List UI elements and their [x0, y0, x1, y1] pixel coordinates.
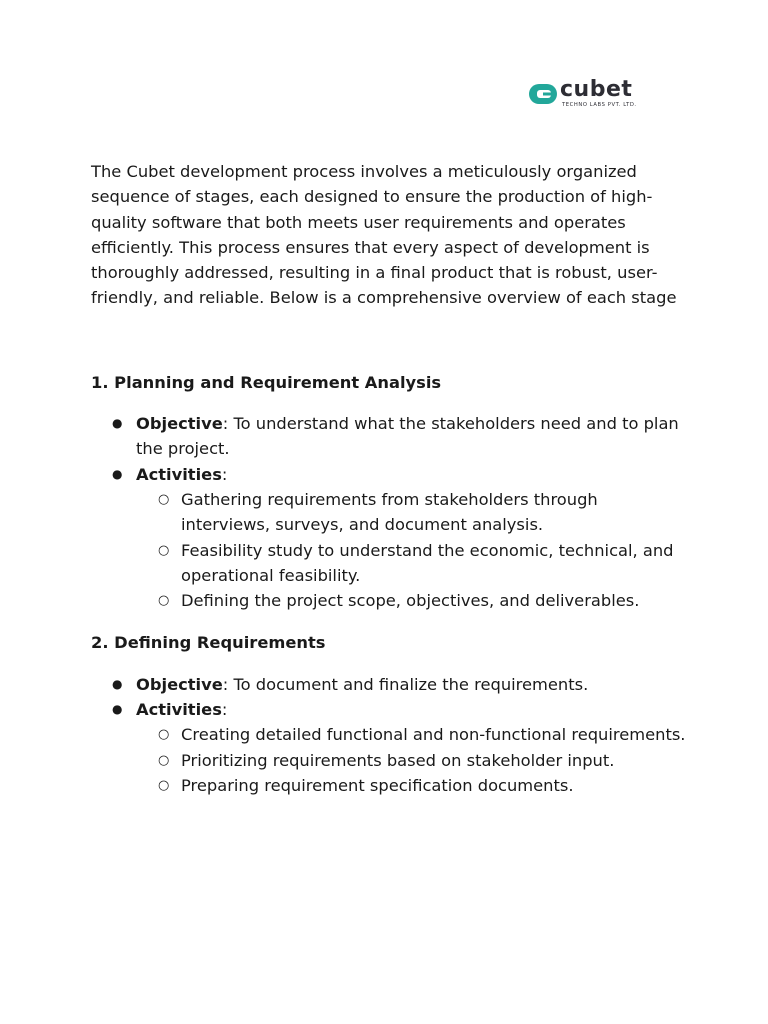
list-item	[136, 487, 691, 538]
activity-text: Feasibility study to understand the economic, technical, and operational feasibility.	[181, 540, 674, 585]
objective-label: Objective	[136, 674, 223, 694]
logo-tagline: TECHNO LABS PVT. LTD.	[562, 102, 637, 108]
bullet-icon: ●	[112, 676, 123, 691]
activities-sublist	[136, 722, 691, 798]
activity-text: Prioritizing requirements based on stakeholder input.	[181, 750, 615, 770]
list-item-objective	[91, 411, 691, 462]
circle-bullet-icon: ○	[158, 593, 170, 609]
circle-bullet-icon: ○	[158, 542, 170, 558]
section-heading-defining: 2. Defining Requirements	[91, 633, 326, 653]
activity-text: Defining the project scope, objectives, and deliverables.	[181, 591, 640, 611]
list-item	[136, 538, 691, 589]
activity-text: Creating detailed functional and non-functional requirements.	[181, 725, 686, 745]
circle-bullet-icon: ○	[158, 777, 170, 793]
list-item	[136, 748, 691, 773]
activity-text: Gathering requirements from stakeholders through interviews, surveys, and document analysis.	[181, 489, 598, 535]
section-list-planning	[91, 411, 691, 613]
logo-wordmark: cubet	[560, 77, 633, 102]
bullet-icon: ●	[112, 416, 123, 431]
circle-bullet-icon: ○	[158, 752, 170, 768]
intro-paragraph: The Cubet development process involves a meticulously organized sequence of stages, each designed to ensure the production of high-quality software that both meets user requirements and operates efficiently. This process ensures that every aspect of development is thoroughly addressed, resulting in a final product that is robust, user-friendly, and reliable. Below is a comprehensive overview of each stage	[91, 162, 677, 308]
bullet-icon: ●	[112, 702, 123, 717]
list-item-activities	[91, 697, 691, 798]
activities-colon: :	[221, 464, 228, 484]
list-item	[136, 722, 691, 747]
list-item-objective	[91, 672, 691, 697]
activities-label: Activities	[136, 700, 222, 720]
section-list-defining	[91, 672, 691, 798]
circle-bullet-icon: ○	[158, 727, 170, 743]
circle-bullet-icon: ○	[158, 491, 170, 507]
activity-text: Preparing requirement specification documents.	[181, 775, 574, 795]
objective-text: : To understand what the stakeholders need and to plan the project.	[136, 414, 679, 459]
activities-colon: :	[221, 700, 228, 720]
activities-sublist	[136, 487, 691, 613]
cubet-logo	[529, 77, 669, 112]
bullet-icon: ●	[112, 466, 123, 481]
section-heading-planning: 1. Planning and Requirement Analysis	[91, 372, 442, 392]
list-item	[136, 773, 691, 798]
objective-label: Objective	[136, 414, 223, 434]
document-body	[91, 159, 691, 798]
list-item	[136, 588, 691, 613]
activities-label: Activities	[136, 464, 222, 484]
cubet-c-icon	[529, 82, 557, 106]
objective-text: : To document and finalize the requirements.	[222, 674, 589, 694]
list-item-activities	[91, 462, 691, 614]
